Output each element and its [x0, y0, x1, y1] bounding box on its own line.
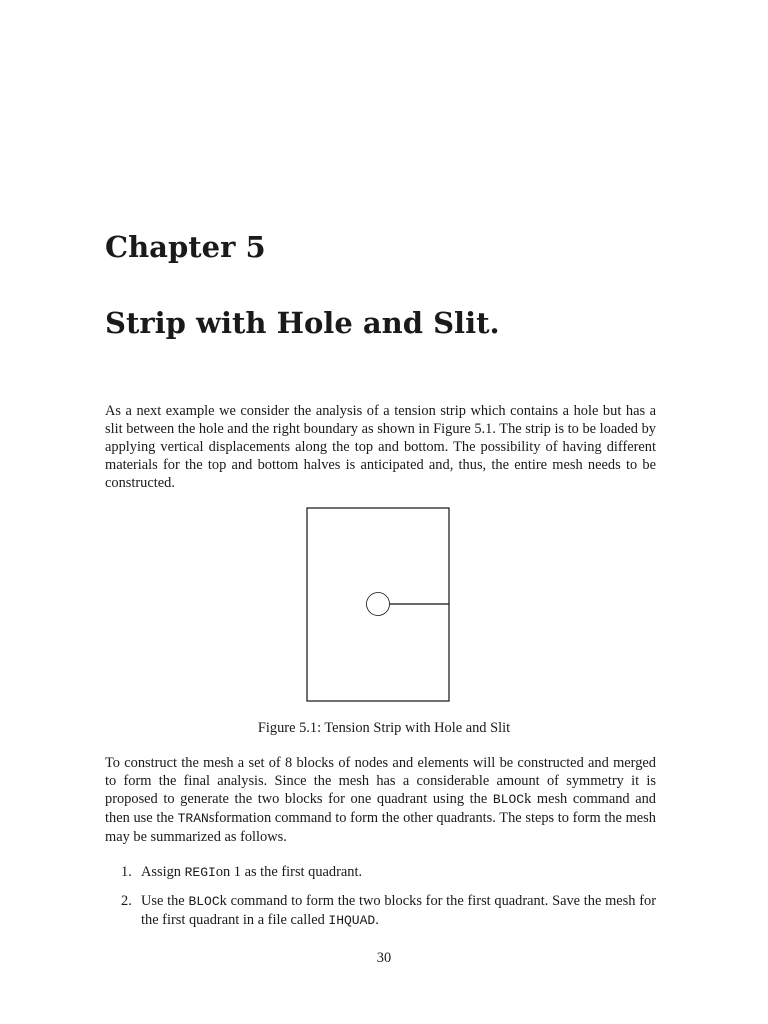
intro-paragraph: As a next example we consider the analysis of a tension strip which contains a hole but has a slit between the hole and the right boundary as shown in Figure 5.1. The strip is to be loaded by applying vertical displacements along the top and bottom. The possibility of having different materials for the top and bottom halves is anticipated and, thus, the entire mesh needs to be constructed. — [105, 403, 656, 491]
chapter-label: Chapter 5 — [105, 230, 266, 264]
transformation-command: TRAN — [177, 811, 209, 826]
chapter-title: Strip with Hole and Slit. — [105, 306, 500, 340]
block-command: BLOC — [492, 792, 525, 807]
hole-circle — [367, 593, 390, 616]
step-text: . — [375, 912, 379, 928]
construction-paragraph — [105, 754, 656, 846]
figure-tension-strip — [306, 507, 451, 707]
figure-caption: Figure 5.1: Tension Strip with Hole and Slit — [257, 720, 511, 736]
list-item — [105, 892, 656, 930]
steps-list — [105, 863, 656, 940]
paragraph-text: k mesh command and then use the — [105, 791, 656, 826]
step-text: on 1 as the first quadrant. — [215, 864, 363, 880]
tension-strip-diagram — [306, 507, 451, 703]
region-command: REGI — [184, 865, 216, 880]
paragraph-text: To construct the mesh a set of 8 blocks of nodes and elements will be constructed and merged to form the final analysis. Since the mesh has a considerable amount of symmetry it is proposed to generate the two blocks for one quadrant using the — [105, 755, 656, 807]
filename: IHQUAD — [328, 913, 376, 928]
list-item — [105, 863, 656, 882]
step-text: k command to form the two blocks for the first quadrant. Save the mesh for the first quadrant in a file called — [141, 893, 656, 928]
paragraph-text: sformation command to form the other quadrants. The steps to form the mesh may be summarized as follows. — [105, 810, 656, 845]
step-text: Use the — [141, 893, 189, 909]
step-text: Assign — [141, 864, 185, 880]
list-number: 2. — [121, 893, 132, 909]
block-command: BLOC — [188, 894, 220, 909]
page-number: 30 — [376, 950, 392, 966]
list-number: 1. — [121, 864, 132, 880]
